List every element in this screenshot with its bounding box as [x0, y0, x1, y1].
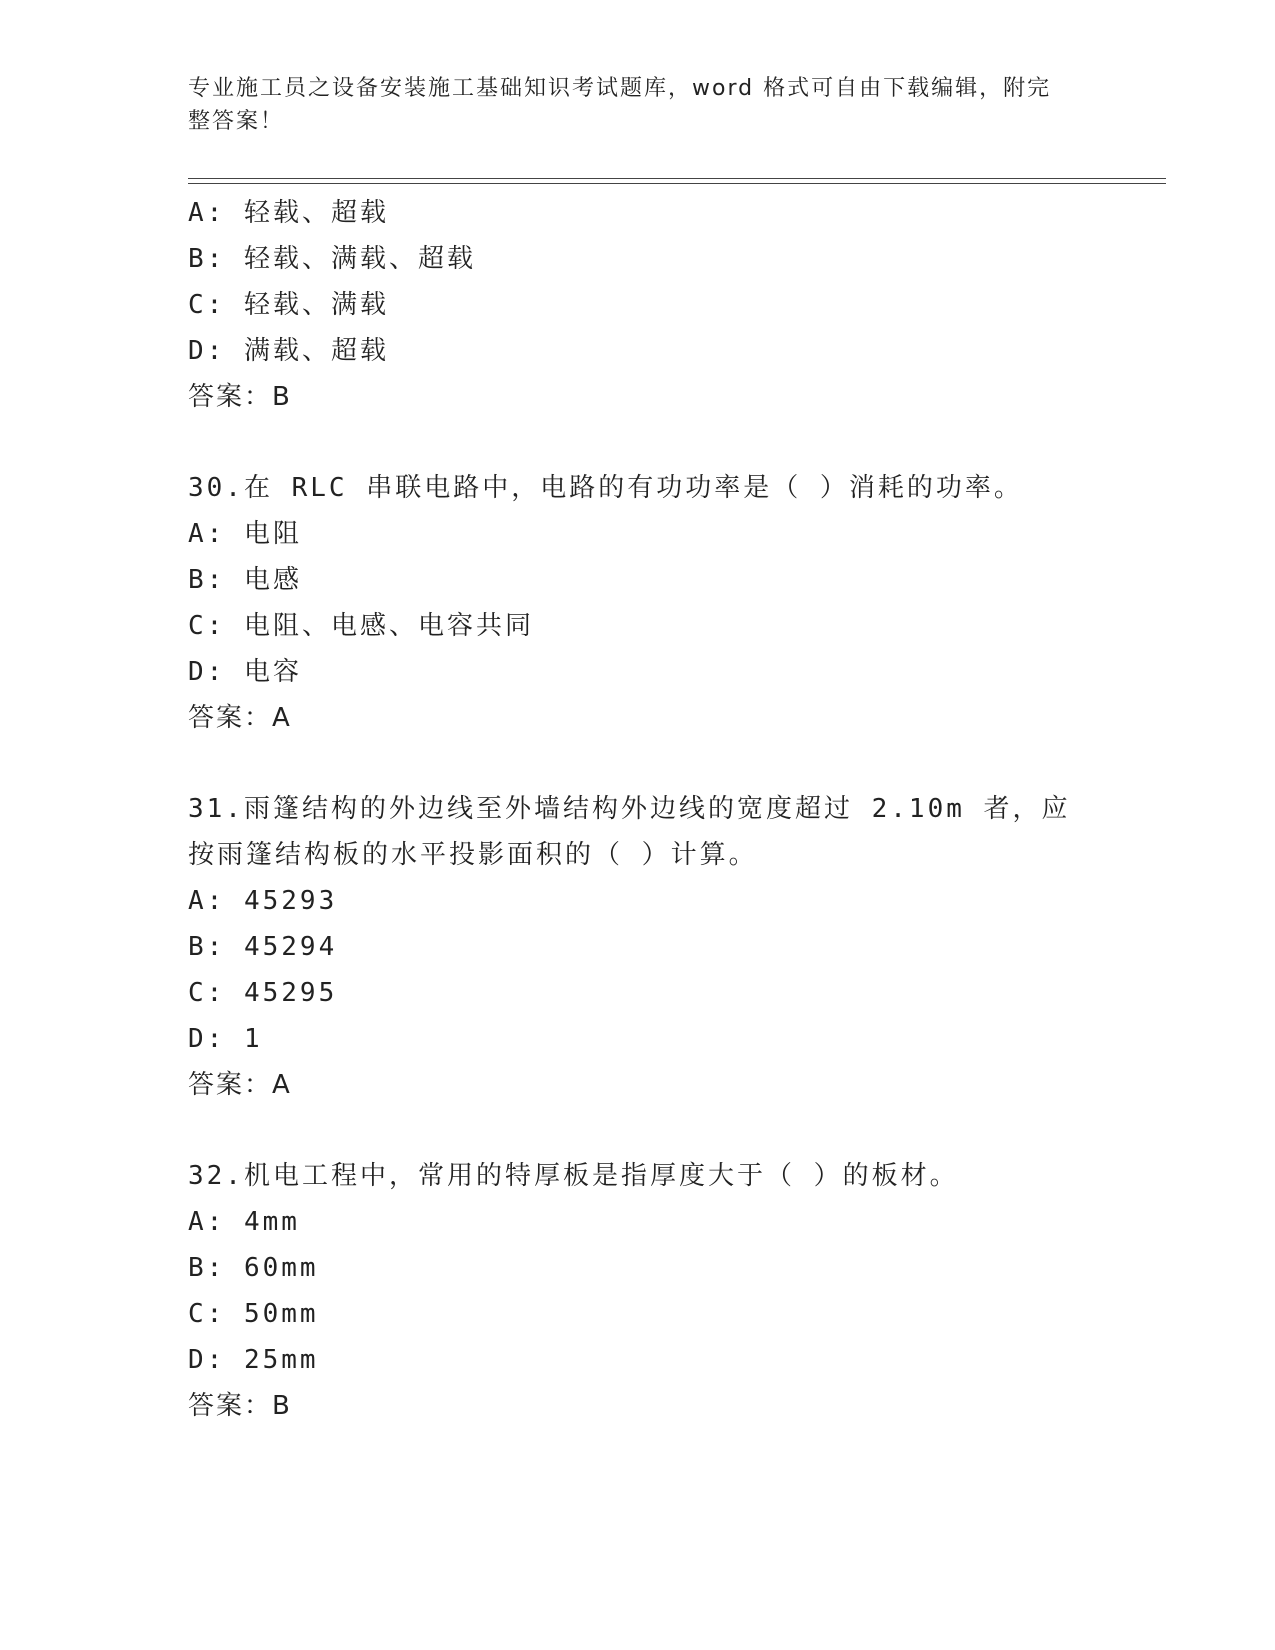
question-stem: 32.机电工程中，常用的特厚板是指厚度大于（ ）的板材。 — [188, 1161, 959, 1191]
option-a: A: 轻载、超载 — [188, 198, 389, 228]
option-b: B: 电感 — [188, 565, 302, 595]
option-b: B: 45294 — [188, 932, 338, 962]
question-list — [188, 190, 1168, 1429]
answer-line: 答案：B — [188, 382, 292, 412]
answer-line: 答案：A — [188, 1070, 292, 1100]
header-divider-top — [188, 178, 1166, 179]
question-block — [188, 190, 1168, 420]
option-a: A: 4mm — [188, 1207, 300, 1237]
question-stem: 30.在 RLC 串联电路中，电路的有功功率是（ ）消耗的功率。 — [188, 473, 1023, 503]
question-block — [188, 465, 1168, 741]
option-d: D: 1 — [188, 1024, 263, 1054]
option-c: C: 45295 — [188, 978, 338, 1008]
option-d: D: 25mm — [188, 1345, 319, 1375]
answer-line: 答案：B — [188, 1391, 292, 1421]
option-b: B: 60mm — [188, 1253, 319, 1283]
answer-line: 答案：A — [188, 703, 292, 733]
question-block — [188, 786, 1168, 1108]
header-divider-bottom — [188, 183, 1166, 184]
option-b: B: 轻载、满载、超载 — [188, 244, 476, 274]
option-d: D: 满载、超载 — [188, 336, 389, 366]
option-a: A: 电阻 — [188, 519, 302, 549]
option-c: C: 电阻、电感、电容共同 — [188, 611, 534, 641]
option-d: D: 电容 — [188, 657, 302, 687]
question-block — [188, 1153, 1168, 1429]
question-stem: 31.雨篷结构的外边线至外墙结构外边线的宽度超过 2.10m 者，应按雨篷结构板的水平投影面积的（ ）计算。 — [188, 794, 1071, 870]
option-c: C: 轻载、满载 — [188, 290, 389, 320]
option-c: C: 50mm — [188, 1299, 319, 1329]
option-a: A: 45293 — [188, 886, 338, 916]
document-header: 专业施工员之设备安装施工基础知识考试题库，word 格式可自由下载编辑，附完整答案！ — [188, 76, 1052, 134]
